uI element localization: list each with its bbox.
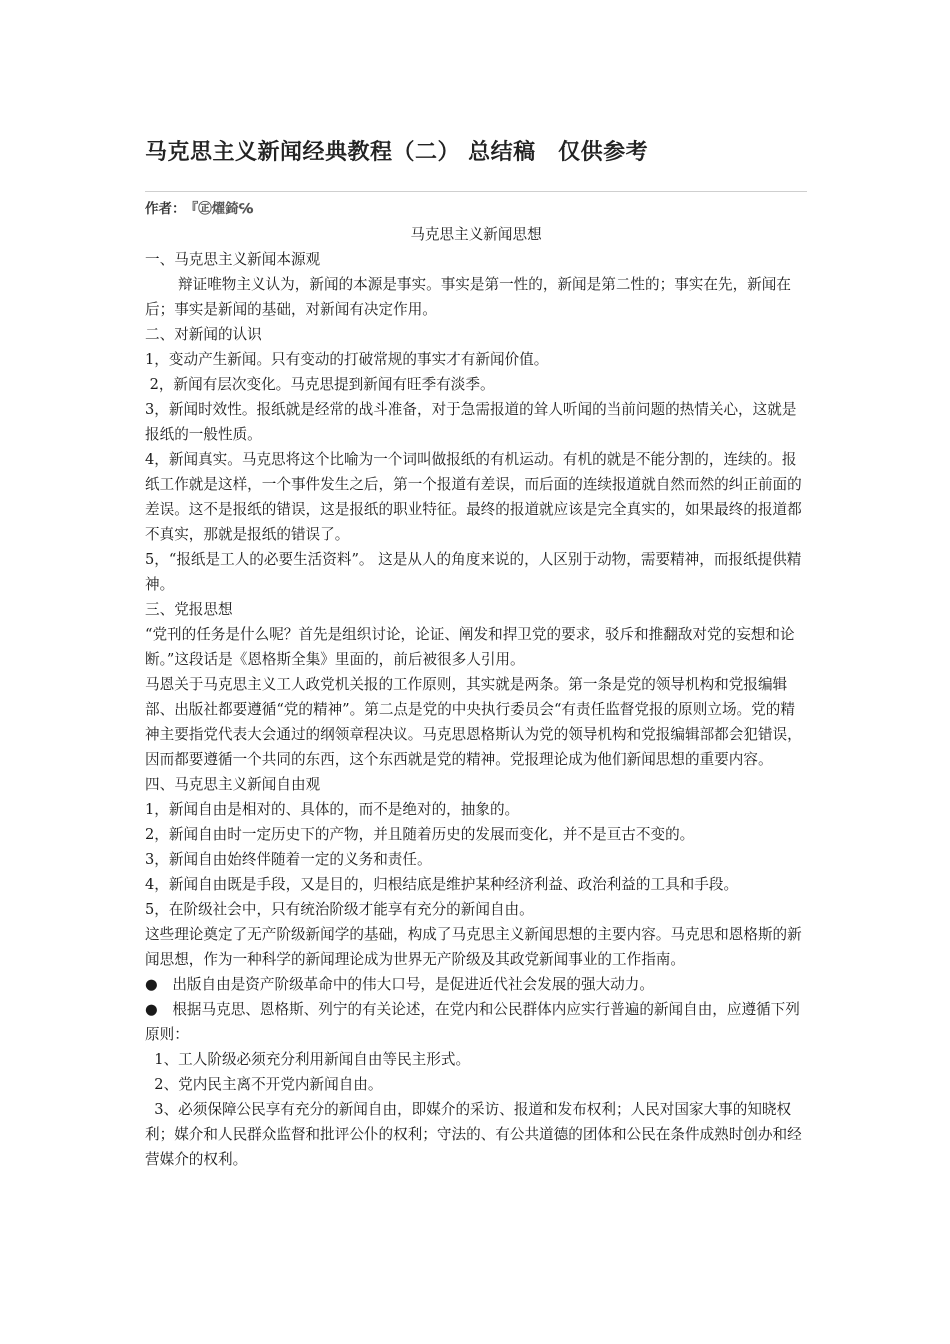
list-item: 1、工人阶级必须充分利用新闻自由等民主形式。: [145, 1051, 471, 1068]
list-item: 3，新闻时效性。报纸就是经常的战斗准备，对于急需报道的耸人听闻的当前问题的热情关心，这就是报纸的一般性质。: [145, 401, 797, 443]
list-item: 2，新闻自由时一定历史下的产物，并且随着历史的发展而变化，并不是亘古不变的。: [145, 826, 695, 843]
list-item: 5，“报纸是工人的必要生活资料”。 这是从人的角度来说的，人区别于动物，需要精神，而报纸提供精神。: [145, 551, 802, 593]
list-item: 2、党内民主离不开党内新闻自由。: [145, 1076, 383, 1093]
paragraph-principles: 马恩关于马克思主义工人政党机关报的工作原则，其实就是两条。第一条是党的领导机构和党报编辑部、出版社都要遵循“党的精神”。第二点是党的中央执行委员会“有责任监督党报的原则立场。党的精神主要指党代表大会通过的纲领章程决议。马克思恩格斯认为党的领导机构和党报编辑部都会犯错误，因而都要遵循一个共同的东西，这个东西就是党的精神。党报理论成为他们新闻思想的重要内容。: [145, 676, 802, 768]
document-title: 马克思主义新闻经典教程（二） 总结稿 仅供参考: [145, 140, 649, 165]
list-item: 1，新闻自由是相对的、具体的，而不是绝对的，抽象的。: [145, 801, 520, 818]
section-heading: 马克思主义新闻思想: [410, 226, 542, 243]
list-item: 3、必须保障公民享有充分的新闻自由，即媒介的采访、报道和发布权利；人民对国家大事的知晓权利；媒介和人民群众监督和批评公仆的权利；守法的、有公共道德的团体和公民在条件成熟时创办和经营媒介的权利。: [145, 1101, 802, 1168]
author-label: 作者：: [145, 201, 186, 217]
bullet-item: ● 出版自由是资产阶级革命中的伟大口号，是促进近代社会发展的强大动力。: [145, 976, 654, 993]
section-title-4: 四、马克思主义新闻自由观: [145, 776, 321, 793]
paragraph-origin: 辩证唯物主义认为，新闻的本源是事实。事实是第一性的，新闻是第二性的；事实在先，新闻在后；事实是新闻的基础，对新闻有决定作用。: [145, 276, 791, 318]
paragraph-summary: 这些理论奠定了无产阶级新闻学的基础，构成了马克思主义新闻思想的主要内容。马克思和恩格斯的新闻思想，作为一种科学的新闻理论成为世界无产阶级及其政党新闻事业的工作指南。: [145, 926, 802, 968]
bullet-item: ● 根据马克思、恩格斯、列宁的有关论述，在党内和公民群体内应实行普遍的新闻自由，应遵循下列原则：: [145, 1001, 800, 1043]
list-item: 4，新闻自由既是手段，又是目的，归根结底是维护某种经济利益、政治利益的工具和手段。: [145, 876, 739, 893]
list-item: 5，在阶级社会中，只有统治阶级才能享有充分的新闻自由。: [145, 901, 534, 918]
document-body: [145, 222, 807, 1172]
title-divider: [145, 191, 807, 192]
document-page: [145, 128, 807, 1172]
list-item: 1，变动产生新闻。只有变动的打破常规的事实才有新闻价值。: [145, 351, 549, 368]
section-title-2: 二、对新闻的认识: [145, 326, 262, 343]
list-item: 4，新闻真实。马克思将这个比喻为一个词叫做报纸的有机运动。有机的就是不能分割的，连续的。报纸工作就是这样，一个事件发生之后，第一个报道有差误，而后面的连续报道就自然而然的纠正前面的差误。这不是报纸的错误，这是报纸的职业特征。最终的报道就应该是完全真实的，如果最终的报道都不真实，那就是报纸的错误了。: [145, 451, 802, 543]
author-name: 『㊣燿錡℅: [191, 201, 254, 217]
section-title-1: 一、马克思主义新闻本源观: [145, 251, 321, 268]
paragraph-quote: “党刊的任务是什么呢？首先是组织讨论，论证、阐发和捍卫党的要求，驳斥和推翻敌对党的妄想和论断。”这段话是《恩格斯全集》里面的，前后被很多人引用。: [145, 626, 795, 668]
list-item: 2，新闻有层次变化。马克思提到新闻有旺季有淡季。: [145, 376, 495, 393]
author-line: [145, 198, 807, 220]
list-item: 3，新闻自由始终伴随着一定的义务和责任。: [145, 851, 432, 868]
section-title-3: 三、党报思想: [145, 601, 233, 618]
